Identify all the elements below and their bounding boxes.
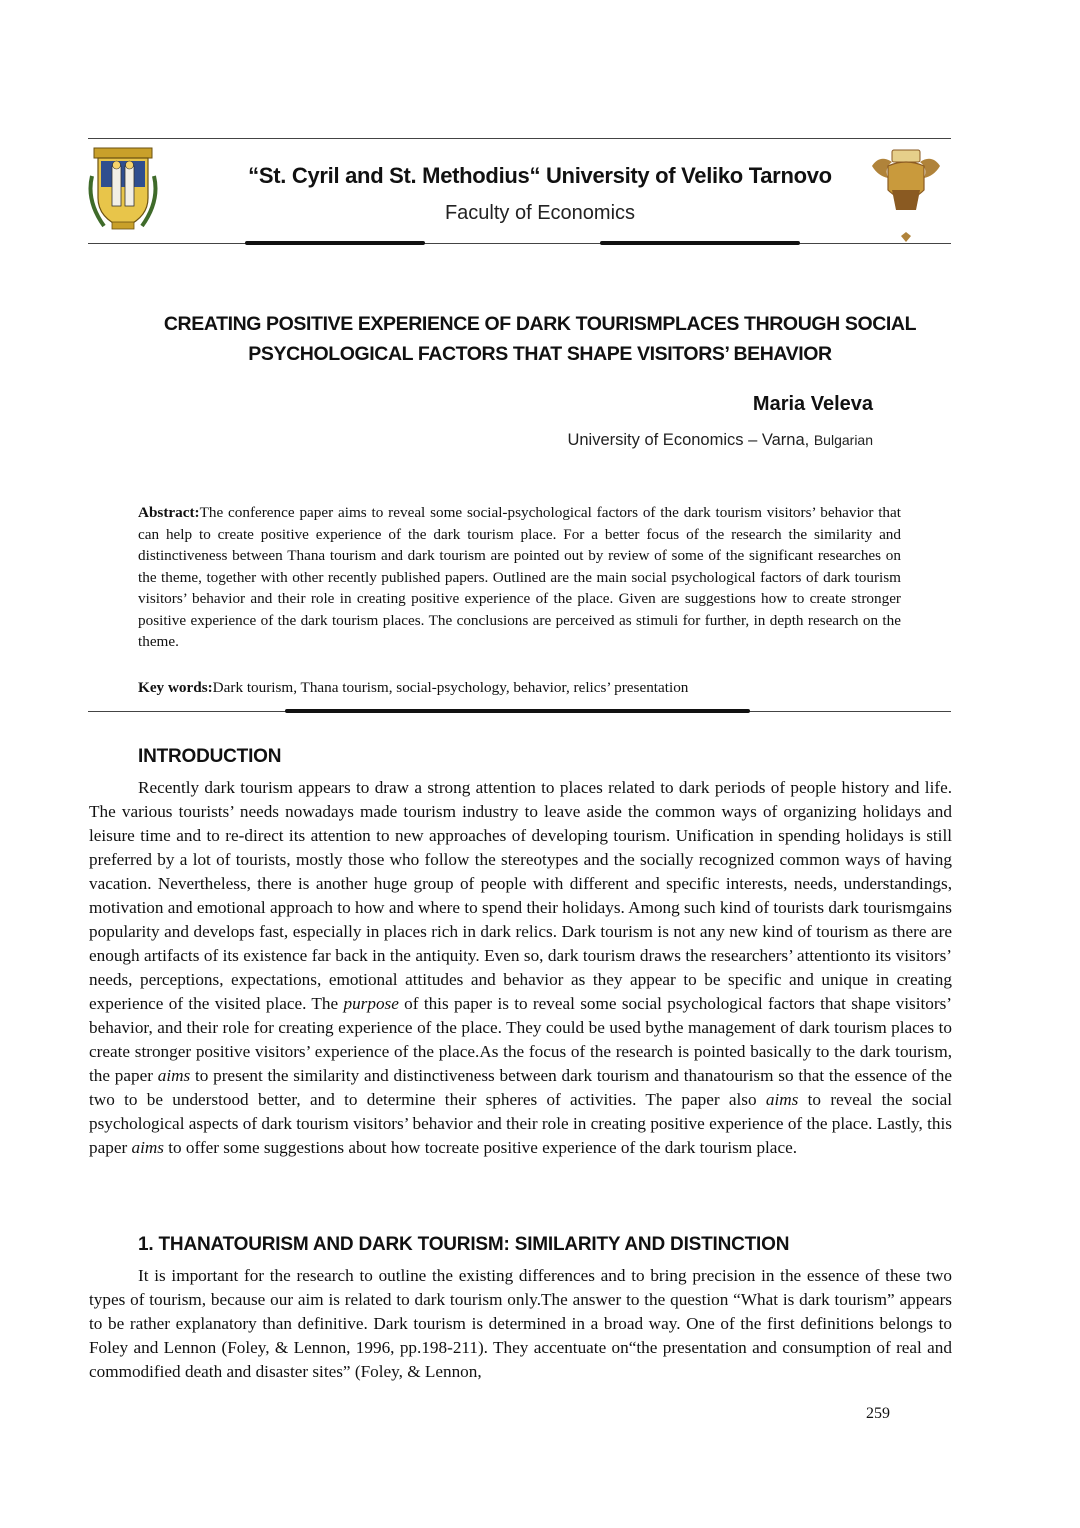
- abstract-label: Abstract:: [138, 504, 200, 521]
- intro-text-2: of this paper is to reveal some social psychological factors that shape visitors’ behavior, and their role for creating experience of the place. They could be used bythe management of dark tourism places to create stronger positive visitors’ experience of the place.As the focus of the research is pointed basically to the dark tourism, the paper: [89, 994, 952, 1085]
- intro-text-5: to offer some suggestions about how tocreate positive experience of the dark tourism place.: [163, 1138, 797, 1157]
- paper-title: [100, 309, 980, 369]
- intro-emphasis-purpose: purpose: [343, 994, 399, 1013]
- university-name: “St. Cyril and St. Methodius“ University of Veliko Tarnovo: [248, 163, 832, 188]
- keywords-label: Key words:: [138, 679, 213, 696]
- section-1-body: [89, 1264, 952, 1384]
- abstract-text: The conference paper aims to reveal some social-psychological factors of the dark tourism visitors’ behavior that can help to create positive experience of the dark tourism place. For a better focus of the research the similarity and distinctiveness between Thana tourism and dark tourism are pointed out by review of some of the significant researches on the theme, together with other recently published papers. Outlined are the main social psychological factors of dark tourism visitors’ behavior and their role in creating positive experience of the place. Given are suggestions how to create stronger positive experience of the dark tourism places. The conclusions are perceived as stimuli for further, in depth research on the theme.: [138, 504, 901, 650]
- faculty-logo: [868, 146, 944, 244]
- paper-title-line-2: PSYCHOLOGICAL FACTORS THAT SHAPE VISITORS’ BEHAVIOR: [248, 343, 832, 365]
- introduction-body: [89, 776, 952, 1160]
- affiliation-institution: University of Economics – Varna,: [567, 431, 810, 449]
- intro-text-4: to reveal the social psychological aspects of dark tourism visitors’ behavior and their role in creating positive experience of the place. Lastly, this paper: [89, 1090, 952, 1157]
- author-name: Maria Veleva: [752, 393, 873, 415]
- introduction-heading: INTRODUCTION: [138, 746, 282, 767]
- section-1-paragraph: It is important for the research to outline the existing differences and to bring precision in the essence of these two types of tourism, because our aim is related to dark tourism only.The answer to the question “What is dark tourism” appears to be rather explanatory than definitive. Dark tourism is determined in a broad way. One of the first definitions belongs to Foley and Lennon (Foley, & Lennon, 1996, pp.198-211). They accentuate on“the presentation and consumption of real and commodified death and disaster sites” (Foley, & Lennon,: [89, 1266, 952, 1381]
- abstract-divider-accent: [285, 709, 750, 713]
- header-bottom-rule: [88, 243, 951, 244]
- intro-text-1: Recently dark tourism appears to draw a strong attention to places related to dark periods of people history and life. The various tourists’ needs nowadays made tourism industry to leave aside the common ways of organizing holidays and leisure time and to re-direct its attention to new approaches of developing tourism. Unification in spending holidays is still preferred by a lot of tourists, mostly those who follow the stereotypes and the socially recognized common ways of having vacation. Nevertheless, there is another huge group of people with different and specific interests, needs, understandings, motivation and emotional approach to how and where to spend their holidays. Among such kind of tourists dark tourismgains popularity and develops fast, especially in places rich in dark relics. Dark tourism is not any new kind of tourism as there are enough artifacts of its existence far back in the antiquity. Even so, dark tourism draws the researchers’ attentionto its visitors’ needs, perceptions, expectations, emotional attitudes and behavior as they appear to be specific and unique in creating experience of the visited place. The: [89, 778, 952, 1013]
- paper-title-line-1: CREATING POSITIVE EXPERIENCE OF DARK TOURISMPLACES THROUGH SOCIAL: [163, 313, 917, 335]
- introduction-paragraph: [89, 776, 952, 1160]
- header-rule-accent-left: [245, 241, 425, 245]
- keywords-text: Dark tourism, Thana tourism, social-psychology, behavior, relics’ presentation: [212, 679, 689, 696]
- header-rule-accent-right: [600, 241, 800, 245]
- intro-emphasis-aims: aims: [157, 1066, 191, 1085]
- author-affiliation: [567, 431, 873, 450]
- keywords: [138, 677, 901, 698]
- header-top-rule: [88, 138, 951, 139]
- intro-emphasis-aims: aims: [131, 1138, 164, 1157]
- intro-emphasis-aims: aims: [765, 1090, 799, 1109]
- faculty-name: Faculty of Economics: [444, 202, 636, 224]
- intro-text-3: to present the similarity and distinctiveness between dark tourism and thanatourism so that the essence of the two to be understood better, and to determine their spheres of activities. The paper also: [89, 1066, 952, 1109]
- affiliation-country: Bulgarian: [813, 432, 873, 448]
- page-number: 259: [866, 1405, 890, 1422]
- abstract: [138, 502, 901, 653]
- section-1-heading: 1. THANATOURISM AND DARK TOURISM: SIMILARITY AND DISTINCTION: [138, 1234, 790, 1255]
